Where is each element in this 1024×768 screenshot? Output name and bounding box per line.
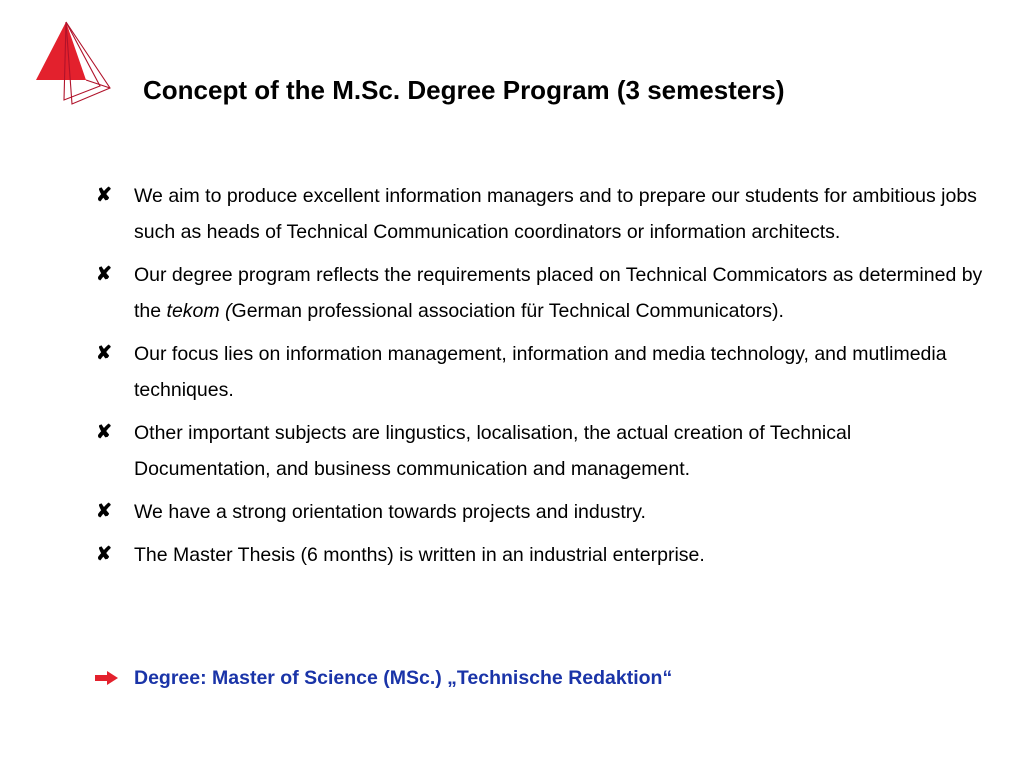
cross-mark-icon: ✘ — [96, 343, 112, 364]
university-logo — [30, 18, 120, 106]
bullet-text: We aim to produce excellent information managers and to prepare our students for ambitious jobs such as heads of Technical Communication coordinators or information architects. — [134, 185, 977, 243]
bullet-text: Other important subjects are lingustics, localisation, the actual creation of Technical Documentation, and business communication and management. — [134, 422, 852, 480]
slide-title: Concept of the M.Sc. Degree Program (3 semesters) — [143, 75, 785, 105]
bullet-text: We have a strong orientation towards projects and industry. — [134, 501, 646, 523]
cross-mark-icon: ✘ — [96, 422, 112, 443]
bullet-item — [92, 415, 992, 487]
cross-mark-icon: ✘ — [96, 264, 112, 285]
right-arrow-icon — [94, 670, 120, 686]
bullet-text-continued: German professional association für Technical Communicators). — [231, 300, 784, 322]
bullet-item — [92, 537, 992, 573]
cross-mark-icon: ✘ — [96, 501, 112, 522]
bullet-item — [92, 336, 992, 408]
bullet-item — [92, 494, 992, 530]
degree-line — [92, 662, 992, 694]
cross-mark-icon: ✘ — [96, 185, 112, 206]
bullet-text: The Master Thesis (6 months) is written in an industrial enterprise. — [134, 544, 705, 566]
cross-mark-icon: ✘ — [96, 544, 112, 565]
bullet-text: Our focus lies on information management, information and media technology, and mutlimedia techniques. — [134, 343, 947, 401]
bullet-text: Our degree program reflects the requirements placed on Technical Commicators as determined by the — [134, 264, 983, 322]
bullet-list — [92, 178, 992, 580]
bullet-item — [92, 178, 992, 250]
logo-red-triangle — [36, 22, 86, 80]
bullet-item — [92, 257, 992, 329]
bullet-text-italic: tekom ( — [166, 300, 232, 322]
degree-text: Degree: Master of Science (MSc.) „Technische Redaktion“ — [134, 667, 673, 689]
